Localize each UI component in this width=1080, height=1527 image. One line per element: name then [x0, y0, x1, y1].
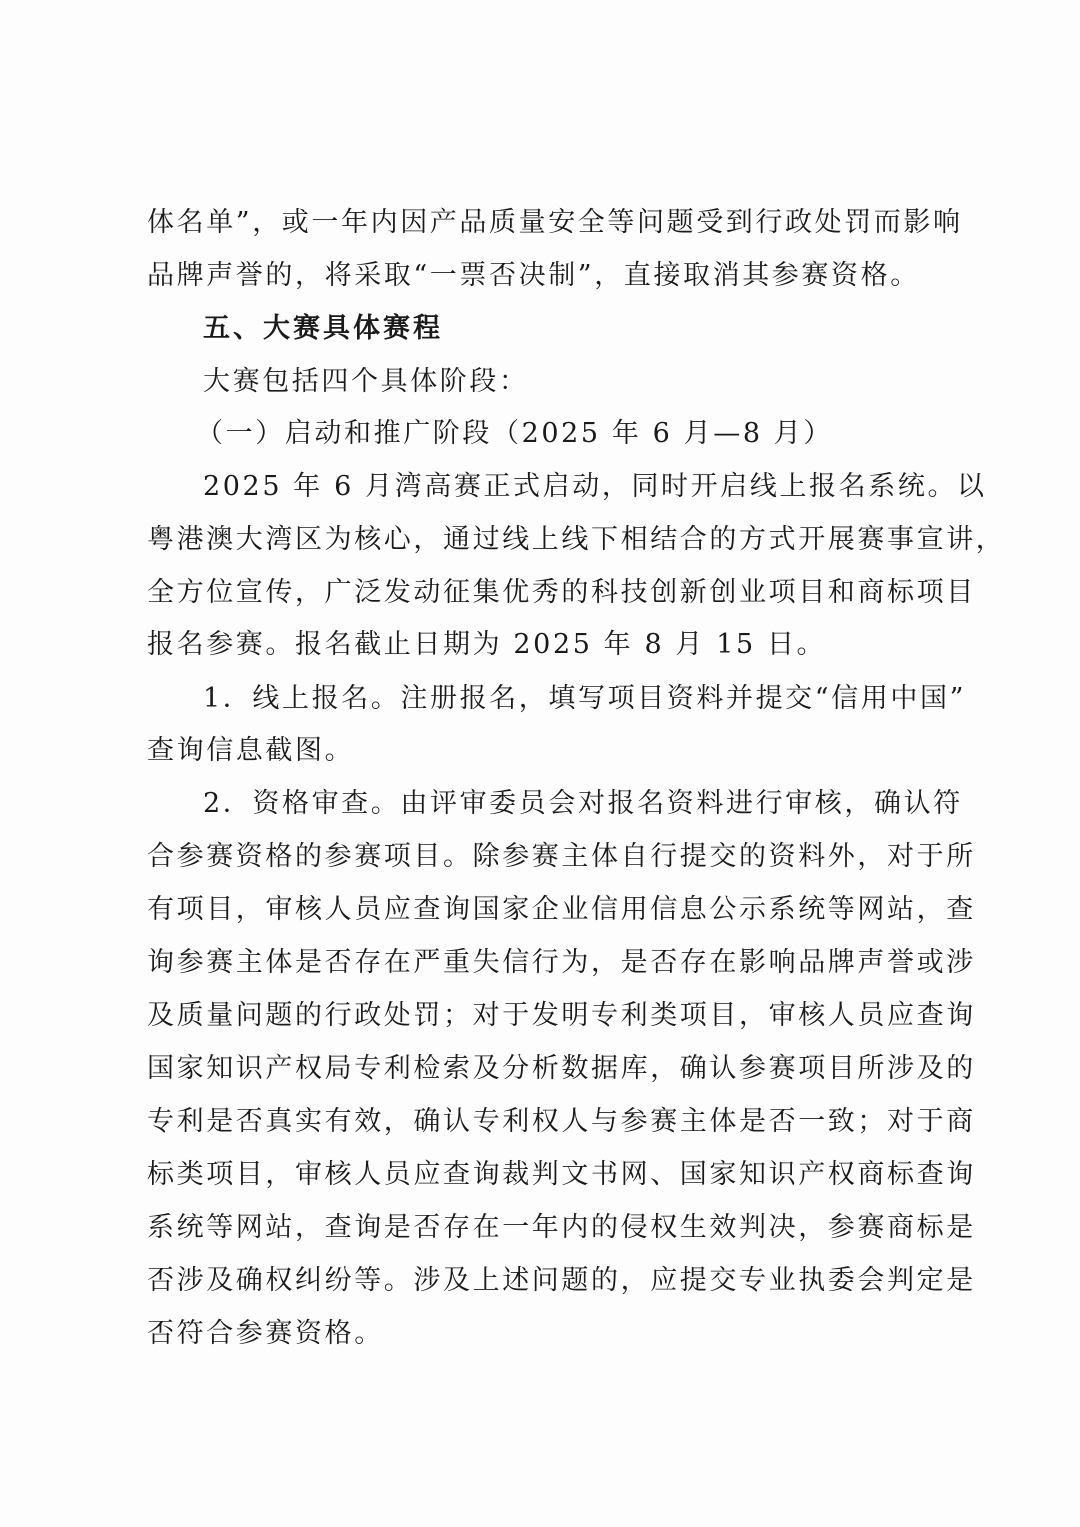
- text-line: 品牌声誉的，将采取“一票否决制”，直接取消其参赛资格。: [147, 260, 920, 291]
- text-line: 有项目，审核人员应查询国家企业信用信息公示系统等网站，查: [147, 894, 976, 925]
- text-line: 大赛包括四个具体阶段：: [203, 366, 529, 397]
- text-line: 系统等网站，查询是否存在一年内的侵权生效判决，参赛商标是: [147, 1212, 976, 1243]
- list-item: 1．线上报名。注册报名，填写项目资料并提交“信用中国”: [203, 683, 966, 714]
- text-line: 全方位宣传，广泛发动征集优秀的科技创新创业项目和商标项目: [147, 577, 976, 608]
- text-line: 否符合参赛资格。: [147, 1318, 384, 1349]
- text-line: 查询信息截图。: [147, 735, 355, 766]
- text-line: 询参赛主体是否存在严重失信行为，是否存在影响品牌声誉或涉: [147, 947, 976, 978]
- text-line: 2025 年 6 月湾高赛正式启动，同时开启线上报名系统。以: [203, 471, 987, 502]
- text-line: 否涉及确权纠纷等。涉及上述问题的，应提交专业执委会判定是: [147, 1265, 976, 1296]
- section-heading: 五、大赛具体赛程: [203, 313, 443, 344]
- list-item: 2．资格审查。由评审委员会对报名资料进行审核，确认符: [203, 788, 963, 819]
- text-line: 专利是否真实有效，确认专利权人与参赛主体是否一致；对于商: [147, 1106, 976, 1137]
- text-line: 标类项目，审核人员应查询裁判文书网、国家知识产权商标查询: [147, 1159, 976, 1190]
- text-line: 合参赛资格的参赛项目。除参赛主体自行提交的资料外，对于所: [147, 841, 976, 872]
- subsection-heading: （一）启动和推广阶段（2025 年 6 月—8 月）: [196, 418, 833, 449]
- text-line: 国家知识产权局专利检索及分析数据库，确认参赛项目所涉及的: [147, 1053, 976, 1084]
- text-line: 粤港澳大湾区为核心，通过线上线下相结合的方式开展赛事宣讲，: [147, 524, 1006, 555]
- text-line: 及质量问题的行政处罚；对于发明专利类项目，审核人员应查询: [147, 1000, 976, 1031]
- text-line: 体名单”，或一年内因产品质量安全等问题受到行政处罚而影响: [147, 207, 963, 238]
- text-line: 报名参赛。报名截止日期为 2025 年 8 月 15 日。: [147, 629, 827, 660]
